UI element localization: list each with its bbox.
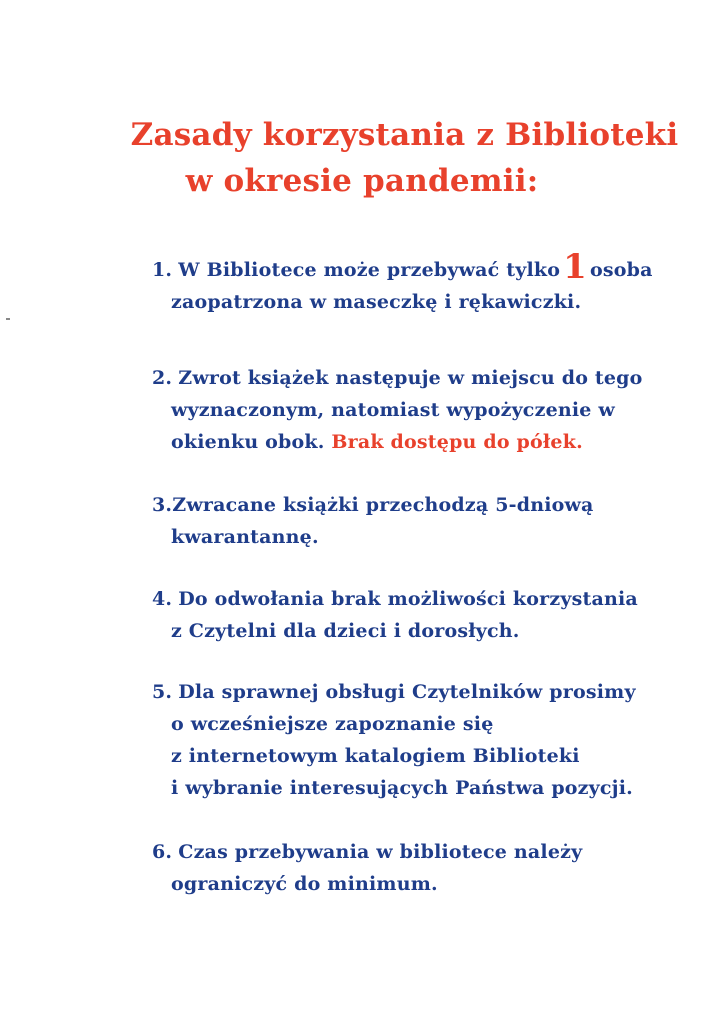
page-title [0,112,724,204]
rule-1-text-b: osoba [589,259,653,281]
rule-3-line-2: kwarantannę. [171,526,319,548]
rule-4-line-1 [152,583,638,615]
rule-1-big-number: 1 [563,247,587,287]
rule-item-5 [152,676,636,804]
title-line-2: w okresie pandemii: [185,163,539,199]
rule-2-red-text: Brak dostępu do półek. [331,431,583,453]
title-line-1: Zasady korzystania z Biblioteki [130,117,679,153]
rule-5-line-4: i wybranie interesujących Państwa pozycji. [171,777,633,799]
rule-5-line-1 [152,676,636,708]
rule-6-line-2: ograniczyć do minimum. [171,873,438,895]
rule-2-line-2: wyznaczonym, natomiast wypożyczenie w [171,399,615,421]
rule-1-text-a: W Bibliotece może przebywać tylko [178,259,561,281]
rule-3-number: 3. [152,494,173,516]
rule-2-text-3: okienku obok. [171,431,325,453]
rule-2-text-1: Zwrot książek następuje w miejscu do tego [178,367,643,389]
rule-3-text-1: Zwracane książki przechodzą 5-dniową [172,494,594,516]
rule-1-line-2: zaopatrzona w maseczkę i rękawiczki. [171,291,582,313]
rule-5-text-1: Dla sprawnej obsługi Czytelników prosimy [178,681,636,703]
rule-2-line-1 [152,362,643,394]
rule-5-line-3: z internetowym katalogiem Biblioteki [171,745,580,767]
rule-5-number: 5. [152,681,173,703]
rule-3-line-1 [152,489,594,521]
rule-2-line-3 [152,426,643,458]
rule-1-number: 1. [152,259,173,281]
rule-5-line-2: o wcześniejsze zapoznanie się [171,713,494,735]
rule-item-6 [152,836,582,900]
rule-4-line-2: z Czytelni dla dzieci i dorosłych. [171,620,520,642]
rule-item-1 [152,247,653,318]
scan-speck [6,318,10,320]
rule-item-3 [152,489,594,553]
rule-6-number: 6. [152,841,173,863]
rule-4-text-1: Do odwołania brak możliwości korzystania [178,588,638,610]
rule-6-text-1: Czas przebywania w bibliotece należy [178,841,583,863]
rule-6-line-1 [152,836,582,868]
rule-item-2 [152,362,643,458]
rule-4-number: 4. [152,588,173,610]
rule-1-line-1 [152,247,653,287]
rule-item-4 [152,583,638,647]
rule-2-number: 2. [152,367,173,389]
